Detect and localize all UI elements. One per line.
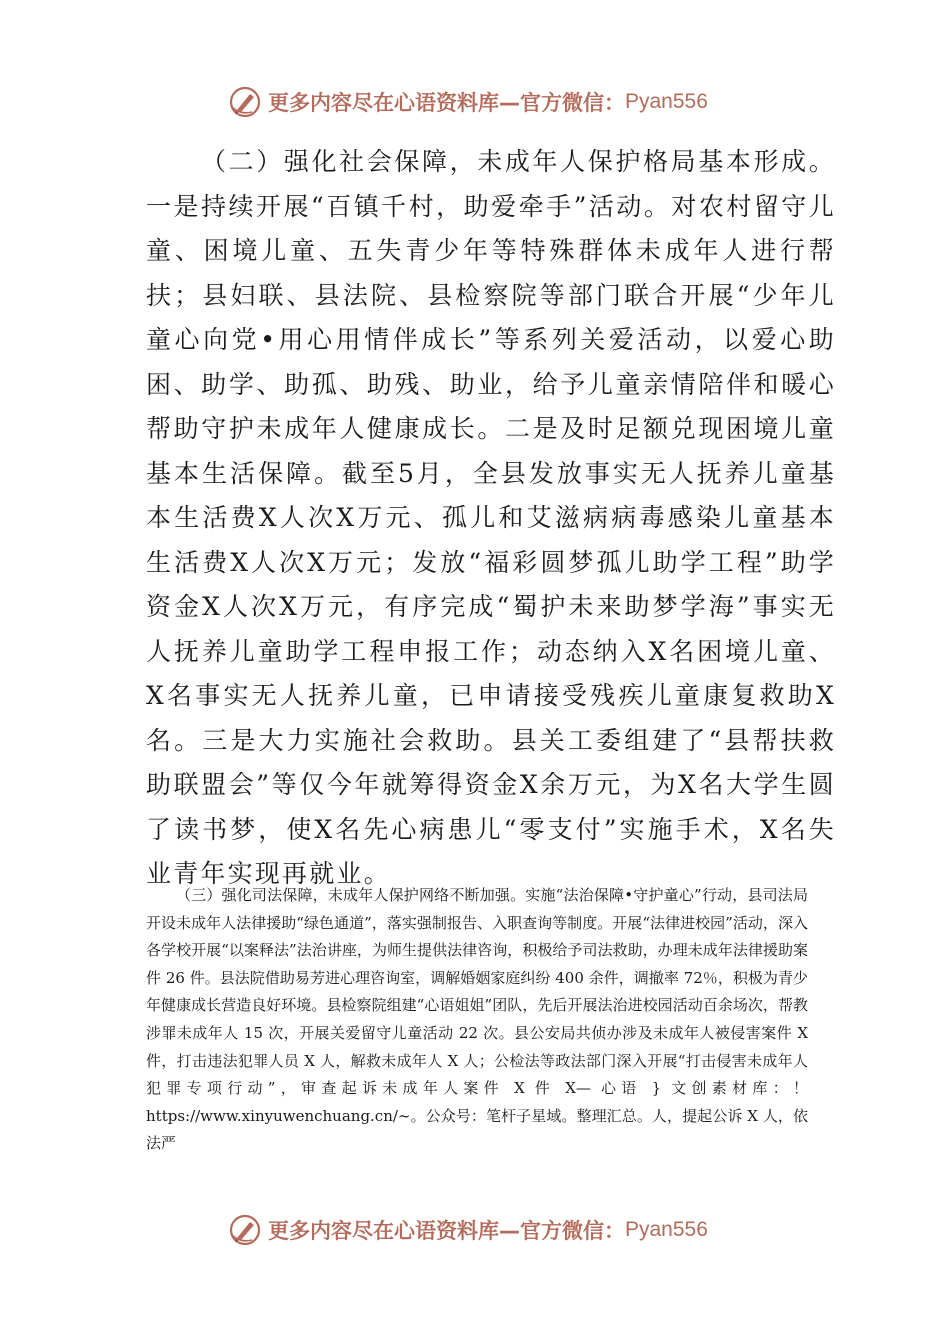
footer-watermark-banner <box>228 1210 748 1250</box>
header-watermark-banner <box>228 82 748 122</box>
pen-logo-icon <box>228 1213 262 1247</box>
body-text-small <box>146 882 808 1158</box>
paragraph-judicial-protection: （三）强化司法保障，未成年人保护网络不断加强。实施“法治保障•守护童心”行动，县司法局开设未成年人法律援助“绿色通道”，落实强制报告、入职查询等制度。开展“法律进校园”活动，深入各学校开展“以案释法”法治讲座，为师生提供法律咨询，积极给予司法救助，办理未成年法律援助案件 26 件。县法院借助易芳进心理咨询室，调解婚姻家庭纠纷 400 余件，调撤率 72％，积极为青少年健康成长营造良好环境。县检察院组建“心语姐姐”团队，先后开展法治进校园活动百余场次，帮教涉罪未成年人 15 次，开展关爱留守儿童活动 22 次。县公安局共侦办涉及未成年人被侵害案件 X 件，打击违法犯罪人员 X 人，解救未成年人 X 人；公检法等政法部门深入开展“打击侵害未成年人犯罪专项行动”，审查起诉未成年人案件 X 件 X— 心语 } 文创素材库：！ https://www.xinyuwenchuang.cn/~。公众号：笔杆子星域。整理汇总。人，提起公诉 X 人，依法严 <box>146 886 808 1153</box>
banner-text: 更多内容尽在心语资料库—官方微信： <box>268 91 625 115</box>
paragraph-social-protection: （二）强化社会保障，未成年人保护格局基本形成。一是持续开展“百镇千村，助爱牵手”活动。对农村留守儿童、困境儿童、五失青少年等特殊群体未成年人进行帮扶；县妇联、县法院、县检察院等部门联合开展“少年儿童心向党•用心用情伴成长”等系列关爱活动，以爱心助困、助学、助孤、助残、助业，给予儿童亲情陪伴和暖心帮助守护未成年人健康成长。二是及时足额兑现困境儿童基本生活保障。截至5月，全县发放事实无人抚养儿童基本生活费X人次X万元、孤儿和艾滋病病毒感染儿童基本生活费X人次X万元；发放“福彩圆梦孤儿助学工程”助学资金X人次X万元，有序完成“蜀护未来助梦学海”事实无人抚养儿童助学工程申报工作；动态纳入X名困境儿童、X名事实无人抚养儿童，已申请接受残疾儿童康复救助X名。三是大力实施社会救助。县关工委组建了“县帮扶救助联盟会”等仅今年就筹得资金X余万元，为X名大学生圆了读书梦，使X名先心病患儿“零支付”实施手术，X名失业青年实现再就业。 <box>146 147 836 888</box>
banner-wechat-handle: Pyan556 <box>625 1218 708 1241</box>
body-text-large <box>146 140 836 897</box>
banner-text: 更多内容尽在心语资料库—官方微信： <box>268 1219 625 1243</box>
pen-logo-icon <box>228 85 262 119</box>
banner-wechat-handle: Pyan556 <box>625 90 708 113</box>
